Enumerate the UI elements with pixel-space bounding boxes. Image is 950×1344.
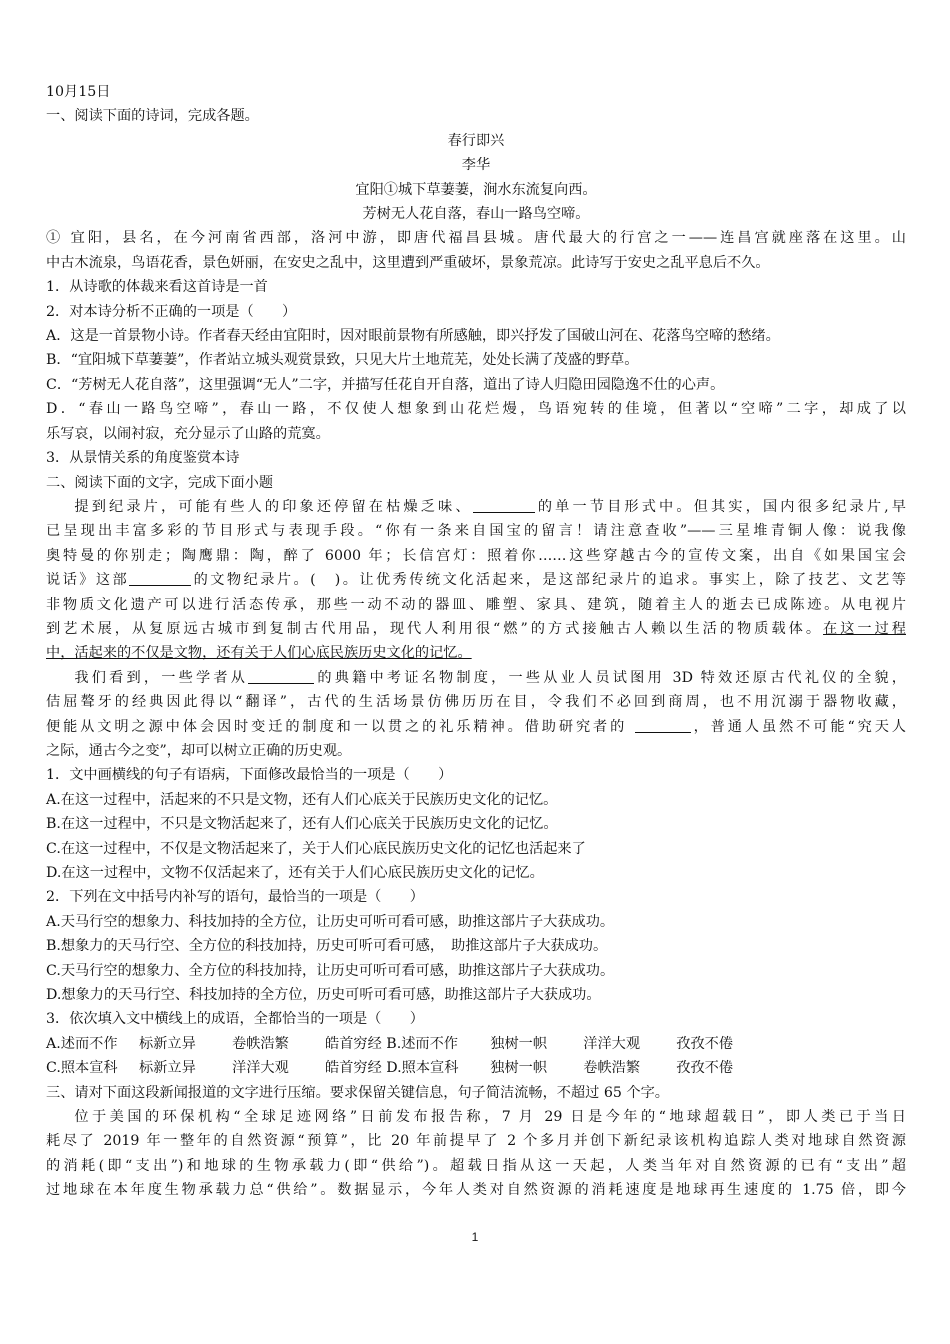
s2-q2-option-c: C.天马行空的想象力、全方位的科技加持，让历史可听可看可感，助推这部片子大获成功。 <box>46 962 615 979</box>
s1-q2-option-b: B．“宜阳城下草萋萋”，作者站立城头观赏景致，只见大片土地荒芜，处处长满了茂盛的野草。 <box>46 352 639 369</box>
s2-paragraph-2-line-4: 之际，通古今之变”，却可以树立正确的历史观。 <box>46 742 352 759</box>
section3-heading: 三、请对下面这段新闻报道的文字进行压缩。要求保留关键信息，句子简洁流畅，不超过 65 个字。 <box>46 1084 669 1101</box>
s2-paragraph-2-line-1 <box>46 666 906 690</box>
choice-a-word-4: 皓首穷经 <box>325 1035 382 1052</box>
page-content <box>46 80 906 1203</box>
fill-blank-1 <box>473 498 535 513</box>
s2-q1-option-c: C.在这一过程中，不仅是文物活起来了，关于人们心底民族历史文化的记忆也活起来了 <box>46 840 586 857</box>
s2-question-1: 1．文中画横线的句子有语病，下面修改最恰当的一项是（ ） <box>46 767 453 784</box>
s2-q2-option-a: A.天马行空的想象力、科技加持的全方位，让历史可听可看可感，助推这部片子大获成功。 <box>46 913 615 930</box>
underlined-sentence-part-2: 中，活起来的不仅是文物，还有关于人们心底民族历史文化的记忆。 <box>46 645 472 662</box>
s1-q2-option-d-line-1: D．“春山一路鸟空啼”，春山一路，不仅使人想象到山花烂熳，鸟语宛转的佳境，但著以“空啼”二字，却成了以 <box>46 401 906 418</box>
choice-c-word-3: 洋洋大观 <box>232 1060 289 1077</box>
fill-blank-2 <box>129 571 191 586</box>
s2-q1-option-b: B.在这一过程中，不只是文物活起来了，还有人们心底关于民族历史文化的记忆。 <box>46 816 558 833</box>
s2-paragraph-1-line-5: 非物质文化遗产可以进行活态传承，那些一动不动的器皿、雕塑、家具、建筑，随着主人的逝去已成陈迹。从电视片 <box>46 596 906 613</box>
s2-q1-option-a: A.在这一过程中，活起来的不只是文物，还有人们心底关于民族历史文化的记忆。 <box>46 791 558 808</box>
s1-q2-option-d-line-2: 乐写哀，以闹衬寂，充分显示了山路的荒寞。 <box>46 425 330 442</box>
s2-paragraph-2-line-2: 佶屈聱牙的经典因此得以“翻译”，古代的生活场景仿佛历历在目，令我们不必回到商周，也不用沉溺于器物收藏， <box>46 694 906 711</box>
s2-paragraph-1-line-3: 奥特曼的你别走；陶鹰鼎：陶，醉了 6000 年；长信宫灯：照着你……这些穿越古今的宣传文案，出自《如果国宝会 <box>46 547 906 564</box>
text-run: 提到纪录片，可能有些人的印象还停留在枯燥乏味、 <box>74 498 473 515</box>
text-run: ，普通人虽然不可能“究天人 <box>690 718 906 735</box>
choice-d-word-3: 卷帙浩繁 <box>583 1060 641 1077</box>
choice-a-word-1: A.述而不作 <box>46 1035 118 1052</box>
choice-b-word-4: 孜孜不倦 <box>676 1035 734 1052</box>
poem-note-line-2: 中古木流泉，鸟语花香，景色妍丽，在安史之乱中，这里遭到严重破坏，景象荒凉。此诗写于安史之乱平息后不久。 <box>46 254 770 271</box>
poem-title: 春行即兴 <box>447 132 505 149</box>
choice-c-word-1: C.照本宣科 <box>46 1060 118 1077</box>
text-run: 的文物纪录片。( )。让优秀传统文化活起来，是这部纪录片的追求。事实上，除了技艺、文艺等 <box>191 572 906 589</box>
page-number: 1 <box>471 1230 479 1244</box>
choice-a-word-3: 卷帙浩繁 <box>232 1035 289 1052</box>
s2-paragraph-2-line-3 <box>46 715 906 739</box>
choice-d-word-1: D.照本宣科 <box>386 1060 459 1077</box>
s2-question-2: 2．下列在文中括号内补写的语句，最恰当的一项是（ ） <box>46 889 424 906</box>
s3-paragraph-line-1: 位于美国的环保机构“全球足迹网络”日前发布报告称，7 月 29 日是今年的“地球超载日”，即人类已于当日 <box>74 1109 906 1126</box>
s1-q2-option-a: A．这是一首景物小诗。作者春天经由宜阳时，因对眼前景物有所感触，即兴抒发了国破山河在、花落鸟空啼的愁绪。 <box>46 328 780 345</box>
poem-line-2: 芳树无人花自落，春山一路鸟空啼。 <box>362 206 590 223</box>
s1-question-2: 2．对本诗分析不正确的一项是（ ） <box>46 303 297 320</box>
choice-a-word-2: 标新立异 <box>139 1035 196 1052</box>
choice-d-word-4: 孜孜不倦 <box>676 1060 734 1077</box>
s2-q1-option-d: D.在这一过程中，文物不仅活起来了，还有关于人们心底民族历史文化的记忆。 <box>46 865 544 881</box>
choice-d-word-2: 独树一帜 <box>490 1060 548 1077</box>
s1-question-1: 1．从诗歌的体裁来看这首诗是一首 <box>46 279 268 296</box>
s3-paragraph-line-4: 过地球在本年度生物承载力总“供给”。数据显示，今年人类对自然资源的消耗速度是地球再生速度的 1.75 倍，即今 <box>46 1182 906 1199</box>
s2-question-3: 3．依次填入文中横线上的成语，全都恰当的一项是（ ） <box>46 1011 424 1028</box>
text-run: 我们看到，一些学者从 <box>74 669 249 686</box>
s2-q3-options-cd <box>46 1056 906 1080</box>
text-run: 便能从文明之源中体会因时变迁的制度和一以贯之的礼乐精神。借助研究者的 <box>46 718 628 735</box>
text-run: 的单一节目形式中。但其实，国内很多纪录片,早 <box>534 498 906 515</box>
text-run: 到艺术展，从复原远古城市到复制古代用品，现代人利用很“燃”的方式接触古人赖以生活的物质载体。 <box>46 620 824 637</box>
s2-q2-option-b: B.想象力的天马行空、全方位的科技加持，历史可听可看可感， 助推这部片子大获成功。 <box>46 938 608 955</box>
underlined-sentence-part-1: 在这一过程 <box>823 620 906 637</box>
poem-author: 李华 <box>461 157 491 174</box>
poem-note-line-1: ① 宜阳，县名，在今河南省西部，洛河中游，即唐代福昌县城。唐代最大的行宫之一——连昌宫就座落在这里。山 <box>46 230 906 247</box>
s2-paragraph-1-line-2: 已呈现出丰富多彩的节目形式与表现手段。“你有一条来自国宝的留言！请注意查收”——三星堆青铜人像：说我像 <box>46 523 906 540</box>
section2-heading: 二、阅读下面的文字，完成下面小题 <box>46 474 274 491</box>
text-run: 的典籍中考证名物制度，一些从业人员试图用 3D 特效还原古代礼仪的全貌， <box>314 669 906 686</box>
s2-paragraph-1-line-6 <box>46 617 906 641</box>
choice-c-word-2: 标新立异 <box>139 1060 196 1077</box>
s2-paragraph-1-line-4 <box>46 568 906 592</box>
fill-blank-4 <box>635 718 691 733</box>
s3-paragraph-line-3: 的消耗(即“支出”)和地球的生物承载力(即“供给”)。超载日指从这一天起，人类当年对自然资源的已有“支出”超 <box>46 1157 906 1174</box>
poem-line-1: 宜阳①城下草萋萋，涧水东流复向西。 <box>355 181 597 198</box>
text-run: 说话》这部 <box>46 572 130 589</box>
s2-q3-options-ab <box>46 1032 906 1056</box>
s1-q2-option-c: C．“芳树无人花自落”，这里强调“无人”二字，并描写任花自开自落，道出了诗人归隐田园隐逸不仕的心声。 <box>46 376 725 393</box>
fill-blank-3 <box>248 669 314 684</box>
s1-question-3: 3．从景情关系的角度鉴赏本诗 <box>46 450 240 467</box>
choice-c-word-4: 皓首穷经 <box>325 1060 382 1077</box>
s3-paragraph-line-2: 耗尽了 2019 年一整年的自然资源“预算”，比 20 年前提早了 2 个多月并创下新纪录该机构追踪人类对地球自然资源 <box>46 1133 906 1150</box>
s2-paragraph-1-line-7 <box>46 641 906 665</box>
date-label: 10月15日 <box>46 84 111 100</box>
s2-q2-option-d: D.想象力的天马行空、科技加持的全方位，历史可听可看可感，助推这部片子大获成功。 <box>46 987 601 1004</box>
section1-heading: 一、阅读下面的诗词，完成各题。 <box>46 108 259 125</box>
s2-paragraph-1-line-1 <box>46 495 906 519</box>
choice-b-word-3: 洋洋大观 <box>583 1035 641 1052</box>
choice-b-word-2: 独树一帜 <box>490 1035 548 1052</box>
choice-b-word-1: B.述而不作 <box>386 1035 458 1052</box>
